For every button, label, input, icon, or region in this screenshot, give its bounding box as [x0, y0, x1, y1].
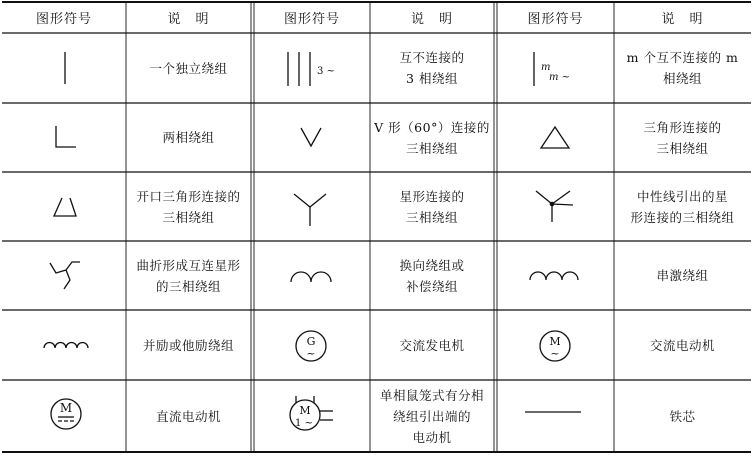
m-lines-icon [534, 52, 570, 86]
generator-tilde: ~ [306, 347, 316, 360]
two-loop-coil-icon [291, 272, 331, 282]
description-cell: 中性线引出的星 形连接的三相绕组 [630, 188, 735, 225]
m-label: m [541, 62, 551, 73]
header-symbol: 图形符号 [283, 11, 340, 27]
header-symbol: 图形符号 [527, 11, 584, 27]
description-cell: 并励或他励绕组 [142, 337, 234, 353]
description-cell: 两相绕组 [162, 130, 215, 145]
description-cell: 单相鼠笼式有分相 绕组引出端的 电动机 [379, 387, 484, 445]
three-phase-label: 3 ~ [317, 66, 335, 77]
header-description: 说 明 [661, 11, 704, 27]
motor-tilde: ~ [550, 347, 560, 360]
header-symbol: 图形符号 [35, 11, 92, 27]
motor-letter: M [59, 401, 73, 415]
header-description: 说 明 [167, 11, 210, 27]
description-cell: 曲折形成互连星形 的三相绕组 [136, 257, 241, 294]
description-cell: 直流电动机 [155, 408, 221, 424]
three-loop-coil-icon [530, 272, 578, 280]
description-cell: 互不连接的 3 相绕组 [399, 50, 465, 86]
description-cell: 开口三角形连接的 三相绕组 [136, 188, 241, 225]
ac-generator-icon [296, 331, 326, 361]
motor-letter: M [549, 335, 561, 348]
header-description: 说 明 [410, 11, 453, 27]
description-cell: V 形（60°）连接的 三相绕组 [374, 119, 490, 156]
motor-letter: M [299, 404, 311, 417]
description-cell: 交流发电机 [399, 337, 465, 353]
open-delta-icon [54, 198, 76, 216]
delta-icon [541, 127, 569, 148]
description-cell: 串激绕组 [656, 268, 709, 283]
ac-motor-icon [540, 331, 570, 361]
star-neutral-icon [536, 191, 573, 222]
generator-letter: G [306, 335, 316, 348]
description-cell: 交流电动机 [649, 337, 715, 353]
zigzag-star-icon [50, 262, 80, 289]
three-lines-icon [288, 52, 335, 86]
v-connection-icon [301, 128, 321, 146]
description-cell: m 个互不连接的 m 相绕组 [626, 50, 739, 86]
single-phase-label: 1 ~ [295, 418, 313, 429]
description-cell: 星形连接的 三相绕组 [399, 188, 465, 225]
dc-motor-icon [51, 399, 81, 429]
m-tilde-label: m ~ [549, 72, 571, 83]
four-loop-coil-icon [44, 343, 88, 349]
star-connection-icon [294, 194, 326, 226]
description-cell: 铁芯 [669, 408, 696, 424]
right-angle-icon [56, 126, 76, 147]
description-cell: 三角形连接的 三相绕组 [643, 119, 722, 156]
description-cell: 一个独立绕组 [149, 60, 228, 76]
description-cell: 换向绕组或 补偿绕组 [399, 257, 465, 294]
single-phase-induction-motor-icon [290, 396, 333, 430]
